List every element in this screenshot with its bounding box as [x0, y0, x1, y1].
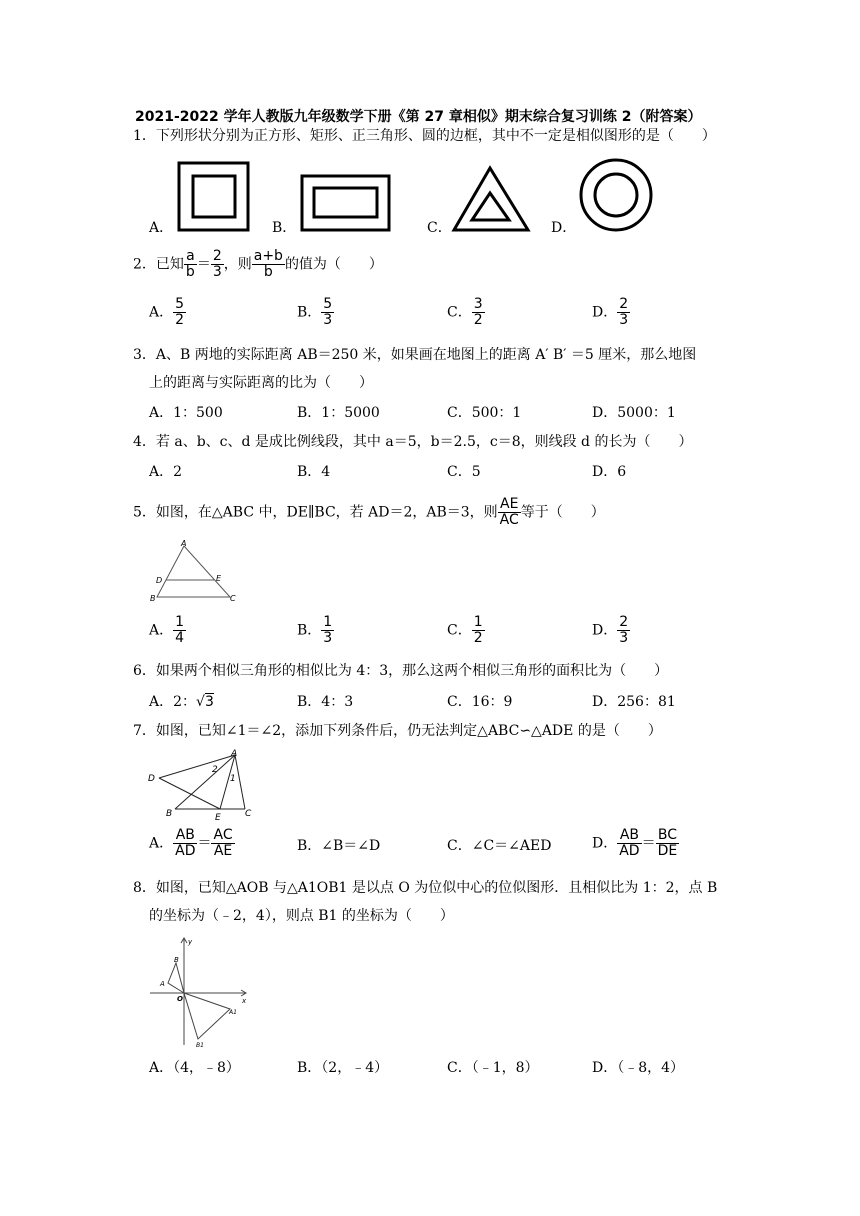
label-a: A — [231, 749, 238, 759]
q8-option-a: A．（4，﹣8） — [149, 1060, 240, 1076]
label-d: D — [156, 576, 163, 585]
square-frame-figure — [176, 160, 252, 234]
label-c: C — [245, 809, 252, 819]
label-b1: B1 — [196, 1042, 204, 1049]
label-e: E — [216, 574, 222, 583]
q5-option-b: B． $\frac{1}{3}$ — [297, 614, 333, 646]
q5-option-c: C． $\frac{1}{2}$ — [447, 614, 483, 646]
q4-option-a: A．2 — [149, 464, 183, 480]
q1-option-a: A． — [149, 220, 174, 236]
label-a1: A1 — [229, 1009, 237, 1016]
q7-option-b: B．∠B＝∠D — [297, 838, 381, 854]
rectangle-frame-figure — [299, 173, 393, 233]
q3-option-c: C．500：1 — [447, 405, 522, 421]
question-5-text: 5．如图，在△ABC 中，DE∥BC，若 AD＝2，AB＝3，则 $\frac{AE}{AC}$ 等于（ ） — [133, 496, 605, 528]
q7-option-c: C．∠C＝∠AED — [447, 838, 552, 854]
label-x-axis: x — [242, 997, 247, 1005]
q6-option-b: B．4：3 — [297, 694, 354, 710]
q3-option-d: D．5000：1 — [592, 405, 676, 421]
label-angle-1: 1 — [230, 774, 236, 784]
q4-option-b: B．4 — [297, 464, 331, 480]
q8-option-c: C．（﹣1，8） — [447, 1060, 539, 1076]
q2-option-d: D． $\frac{2}{3}$ — [592, 296, 629, 328]
label-y-axis: y — [188, 938, 193, 946]
q1-option-d: D． — [551, 220, 577, 236]
q2-option-c: C． $\frac{3}{2}$ — [447, 296, 483, 328]
question-3-line1: 3．A、B 两地的实际距离 AB＝250 米，如果画在地图上的距离 A′ B′ ＝5 厘米，那么地图 — [133, 347, 697, 363]
coordinate-homothety-figure — [146, 935, 252, 1049]
label-a: A — [181, 539, 187, 548]
question-6-text: 6．如果两个相似三角形的相似比为 4：3，那么这两个相似三角形的面积比为（ ） — [133, 663, 669, 679]
ring-frame-figure — [578, 157, 654, 233]
label-e: E — [215, 813, 221, 822]
q5-option-a: A． $\frac{1}{4}$ — [149, 614, 185, 646]
label-c: C — [230, 594, 236, 603]
triangle-de-parallel-bc-figure — [146, 537, 242, 605]
angle-triangles-figure — [145, 748, 255, 822]
label-d: D — [148, 774, 155, 784]
q8-option-b: B．（2，﹣4） — [297, 1060, 389, 1076]
triangle-frame-figure — [451, 164, 531, 234]
question-8-line2: 的坐标为（﹣2，4），则点 B1 的坐标为（ ） — [149, 908, 454, 924]
q6-option-c: C．16：9 — [447, 694, 513, 710]
q8-option-d: D．（﹣8，4） — [592, 1060, 685, 1076]
label-angle-2: 2 — [212, 765, 218, 775]
question-1-text: 1．下列形状分别为正方形、矩形、正三角形、圆的边框，其中不一定是相似图形的是（ ） — [133, 128, 716, 144]
q7-option-d: D． $\frac{AB}{AD}$ ＝ $\frac{BC}{DE}$ — [592, 827, 678, 859]
label-a: A — [160, 980, 165, 988]
question-8-line1: 8．如图，已知△AOB 与△A1OB1 是以点 O 为位似中心的位似图形．且相似比为 1：2，点 B — [133, 880, 718, 896]
q3-option-a: A．1：500 — [149, 405, 223, 421]
q4-option-c: C．5 — [447, 464, 481, 480]
question-2-text: 2．已知 $\frac{a}{b}$ ＝ $\frac{2}{3}$ ，则 $\frac{a+b}{b}$ 的值为（ ） — [133, 248, 383, 280]
label-b: B — [166, 809, 173, 819]
q3-option-b: B．1：5000 — [297, 405, 380, 421]
q2-option-b: B． $\frac{5}{3}$ — [297, 296, 333, 328]
page-title: 2021-2022 学年人教版九年级数学下册《第 27 章相似》期末综合复习训练 2（附答案） — [135, 109, 702, 125]
q1-option-b: B． — [272, 220, 297, 236]
q7-option-a: A． $\frac{AB}{AD}$ ＝ $\frac{AC}{AE}$ — [149, 827, 233, 859]
label-origin: O — [177, 995, 183, 1003]
q2-option-a: A． $\frac{5}{2}$ — [149, 296, 185, 328]
question-7-text: 7．如图，已知∠1＝∠2，添加下列条件后，仍无法判定△ABC∽△ADE 的是（ ） — [133, 723, 662, 739]
q6-option-d: D．256：81 — [592, 694, 676, 710]
label-b: B — [174, 956, 179, 964]
q1-option-c: C． — [427, 220, 452, 236]
question-4-text: 4．若 a、b、c、d 是成比例线段，其中 a＝5，b＝2.5，c＝8，则线段 d 的长为（ ） — [133, 434, 693, 450]
q5-option-d: D． $\frac{2}{3}$ — [592, 614, 629, 646]
q4-option-d: D．6 — [592, 464, 627, 480]
q6-option-a: A．2：√3 — [149, 694, 214, 710]
question-3-line2: 上的距离与实际距离的比为（ ） — [149, 375, 373, 391]
label-b: B — [150, 594, 156, 603]
